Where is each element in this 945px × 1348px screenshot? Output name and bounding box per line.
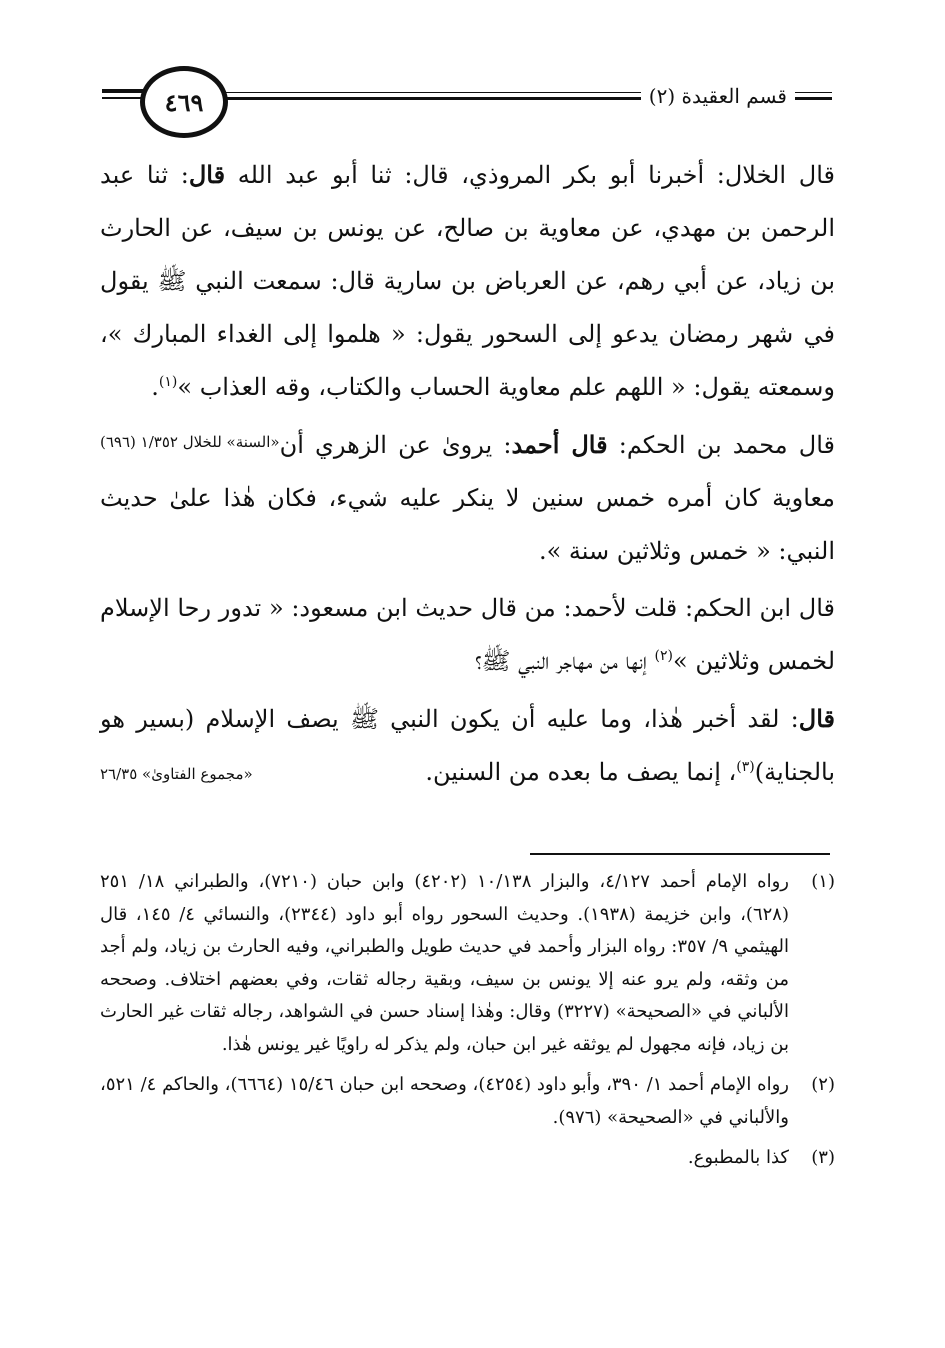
footnote-3-text: كذا بالمطبوع. [687, 1147, 789, 1168]
p1-text-b: : ثنا عبد الرحمن بن مهدي، عن معاوية بن صالح، عن يونس بن سيف، عن الحارث بن زياد، عن أبي رهم، عن العرباض بن سارية قال: سمعت النبي ﷺ يقول في شهر رمضان يدعو إلى السحور يقول: « هلموا إلى الغداء المبارك »، وسمعته يقول: « اللهم علم معاوية الحساب والكتاب، وقه العذاب » [100, 161, 835, 401]
footnote-separator [530, 853, 830, 855]
footnote-2-text: رواه الإمام أحمد ١/ ٣٩٠، وأبو داود (٤٢٥٤)، وصححه ابن حبان ١٥/٤٦ (٦٦٦٤)، والحاكم ٤/ ٥٢١، والألباني في «الصحيحة» (٩٧٦). [100, 1074, 789, 1128]
p1-end: . [151, 373, 159, 401]
footnotes [100, 866, 835, 1183]
footnote-1-number: (١) [811, 871, 835, 892]
p2-bold: قال أحمد [511, 430, 608, 459]
p3-text-b: إنها من مهاجر النبي ﷺ؟ [474, 647, 655, 675]
footnote-mark-1: (١) [158, 374, 178, 390]
footnote-3 [100, 1142, 835, 1175]
page-number-circle [140, 66, 228, 138]
paragraph-3 [100, 582, 835, 688]
page-header [0, 0, 945, 140]
footnote-2-number: (٢) [811, 1074, 835, 1095]
page-number: ٤٦٩ [164, 87, 204, 117]
p4-text-b: ، إنما يصف ما بعده من السنين. [425, 758, 737, 786]
footnote-2 [100, 1069, 835, 1134]
footnote-mark-3: (٣) [736, 759, 755, 775]
p1-source-ref: «السنة» للخلال ١/٣٥٢ (٦٩٦) [100, 433, 280, 451]
paragraph-4 [100, 692, 835, 799]
main-text [100, 148, 835, 803]
p1-bold-qal: قال [188, 160, 226, 189]
p1-text-a: قال الخلال: أخبرنا أبو بكر المروذي، قال: ثنا أبو عبد الله [225, 161, 835, 189]
footnote-mark-2: (٢) [654, 648, 673, 664]
footnote-3-number: (٣) [811, 1147, 835, 1168]
p3-text-a: قال ابن الحكم: قلت لأحمد: من قال حديث ابن مسعود: « تدور رحا الإسلام لخمس وثلاثين » [100, 594, 835, 675]
p4-bold-qal: قال [798, 704, 835, 733]
p2-text-a: قال محمد بن الحكم: [607, 431, 836, 459]
running-title: قسم العقيدة (٢) [641, 84, 795, 108]
footnote-1 [100, 866, 835, 1061]
p4-text-a: : لقد أخبر هٰذا، وما عليه أن يكون النبي ﷺ يصف الإسلام (بسير هو بالجناية) [100, 705, 835, 786]
p4-source-ref: «مجموع الفتاوىٰ» ٢٦/٣٥ [100, 765, 253, 783]
footnote-1-text: رواه الإمام أحمد ٤/١٢٧، والبزار ١٠/١٣٨ (٤٢٠٢) وابن حبان (٧٢١٠)، والطبراني ١٨/ ٢٥١ (٦٢٨)، وابن خزيمة (١٩٣٨). وحديث السحور رواه أبو داود (٢٣٤٤)، والنسائي ٤/ ١٤٥، قال الهيثمي ٩/ ٣٥٧: رواه البزار وأحمد في حديث طويل والطبراني، وفيه الحارث بن زياد، ولم أجد من وثقه، ولم يرو عنه إلا يونس بن سيف، وبقية رجاله ثقات، وفي بعضهم اختلاف. وصححه الألباني في «الصحيحة» (٣٢٢٧) وقال: وهٰذا إسناد حسن في الشواهد، رجاله ثقات غير الحارث بن زياد، فإنه مجهول لم يوثقه غير ابن حبان، ولم يذكر له راويًا غير يونس هٰذا. [100, 871, 789, 1055]
p2-text-b: : يروىٰ عن الزهري أن معاوية كان أمره خمس سنين لا ينكر عليه شيء، فكان هٰذا علىٰ حديث النبي: « خمس وثلاثين سنة ». [100, 431, 835, 565]
